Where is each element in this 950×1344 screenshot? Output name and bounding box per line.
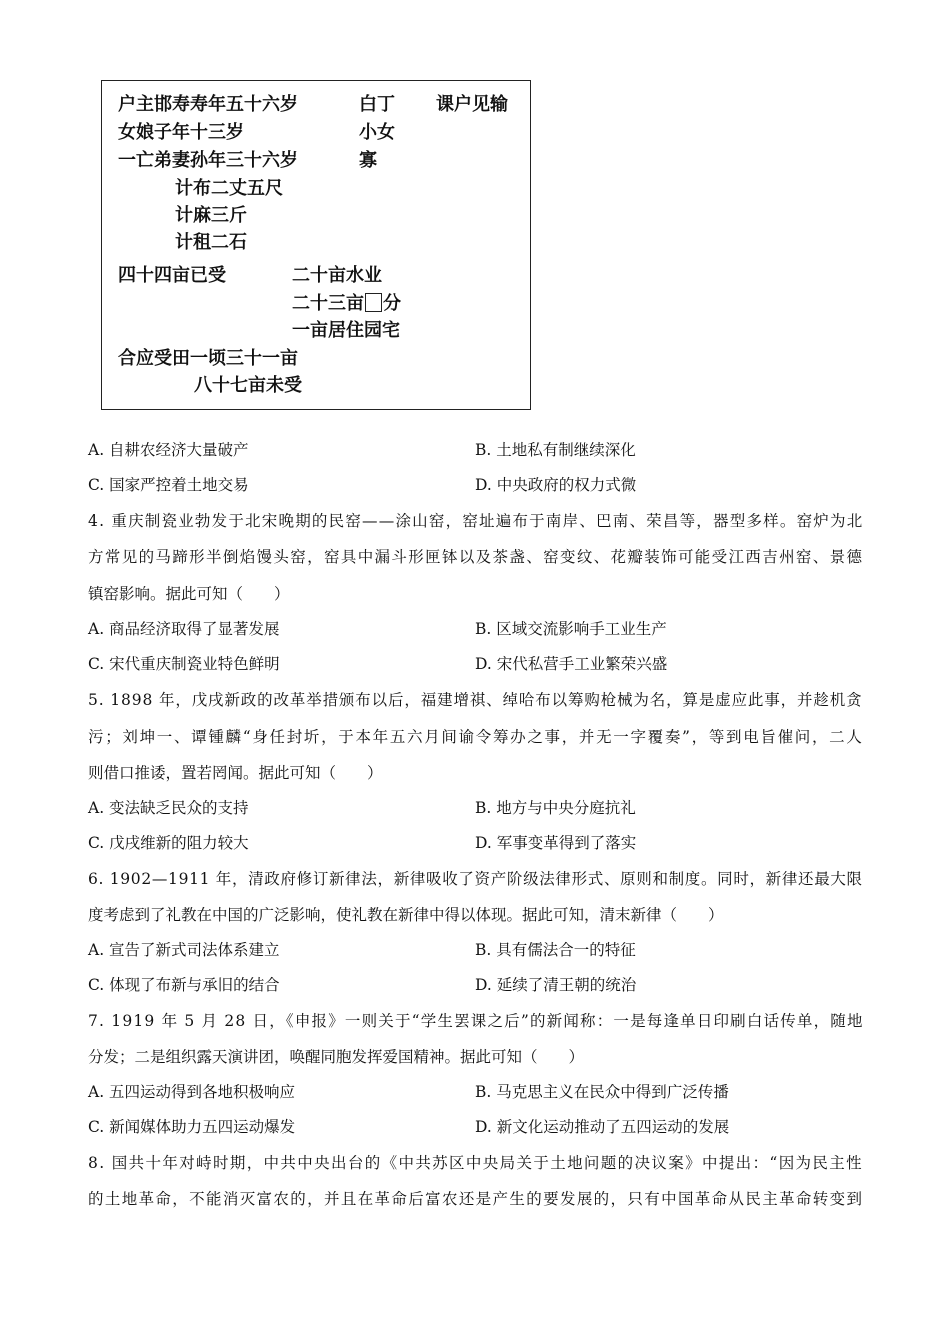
register-land-residence: 一亩居住园宅 [292,320,400,341]
q6-option-a: A. 宣告了新式司法体系建立 [88,941,280,959]
register-head-name: 户主邯寿寿年五十六岁 [118,94,298,115]
q7-stem-line-1: 7. 1919 年 5 月 28 日，《申报》一则关于“学生罢课之后”的新闻称：一是每逢单日印刷白话传单，随地 [88,1012,864,1030]
q5-option-d: D. 军事变革得到了落实 [475,834,637,852]
q3-option-c: C. 国家严控着土地交易 [88,476,249,494]
q5-stem-line-2: 污；刘坤一、谭锺麟“身任封圻，于本年五六月间谕令筹办之事，并无一字覆奏”，等到电旨催问，二人 [88,728,864,746]
q3-option-a: A. 自耕农经济大量破产 [88,441,249,459]
register-land-permanent: 二十亩水业 [292,265,382,286]
q6-option-c: C. 体现了布新与承旧的结合 [88,976,280,994]
register-daughter: 女娘子年十三岁 [118,122,244,143]
register-should-receive: 合应受田一顷三十一亩 [118,348,298,369]
q4-option-b: B. 区域交流影响手工业生产 [475,620,667,638]
q7-option-b: B. 马克思主义在民众中得到广泛传播 [475,1083,729,1101]
q8-stem-line-2: 的土地革命，不能消灭富农的，并且在革命后富农还是产生的要发展的，只有中国革命从民主革命转变到 [88,1190,864,1208]
q3-option-d: D. 中央政府的权力式微 [475,476,637,494]
household-register-box [101,80,531,410]
register-tax-grain: 计租二石 [175,232,247,253]
q4-option-d: D. 宋代私营手工业繁荣兴盛 [475,655,668,673]
q4-stem-line-2: 方常见的马蹄形半倒焰馒头窑，窑具中漏斗形匣钵以及茶盏、窑变纹、花瓣装饰可能受江西吉州窑、景德 [88,548,864,566]
register-land-share [292,293,401,315]
q6-option-d: D. 延续了清王朝的统治 [475,976,637,994]
q4-stem-line-1: 4. 重庆制瓷业勃发于北宋晚期的民窑——涂山窑，窑址遍布于南岸、巴南、荣昌等，器型多样。窑炉为北 [88,512,864,530]
q7-option-a: A. 五四运动得到各地积极响应 [88,1083,296,1101]
register-row-head [118,94,298,116]
register-land-share-pre: 二十三亩 [292,293,364,314]
register-daughter-status: 小女 [359,122,395,143]
q7-stem-line-2: 分发；二是组织露天演讲团，唤醒同胞发挥爱国精神。据此可知（ ） [88,1048,585,1066]
q7-option-c: C. 新闻媒体助力五四运动爆发 [88,1118,296,1136]
q4-option-c: C. 宋代重庆制瓷业特色鲜明 [88,655,280,673]
q5-option-a: A. 变法缺乏民众的支持 [88,799,249,817]
q5-option-b: B. 地方与中央分庭抗礼 [475,799,636,817]
register-tax-hemp: 计麻三斤 [175,205,247,226]
missing-character-box [365,293,382,312]
q7-option-d: D. 新文化运动推动了五四运动的发展 [475,1118,730,1136]
register-tax-cloth: 计布二丈五尺 [175,178,283,199]
register-land-received: 四十四亩已受 [118,265,226,286]
q6-stem-line-2: 度考虑到了礼教在中国的广泛影响，使礼教在新律中得以体现。据此可知，清末新律（ ） [88,906,724,924]
register-head-tax-status: 课户见输 [436,94,508,115]
q6-option-b: B. 具有儒法合一的特征 [475,941,636,959]
q5-stem-line-3: 则借口推诿，置若罔闻。据此可知（ ） [88,764,383,782]
register-land-share-post: 分 [383,293,401,314]
q4-stem-line-3: 镇窑影响。据此可知（ ） [88,585,290,603]
register-widow-status: 寡 [359,150,377,171]
register-head-status: 白丁 [359,94,395,115]
q5-option-c: C. 戊戌维新的阻力较大 [88,834,249,852]
register-widow: 一亡弟妻孙年三十六岁 [118,150,298,171]
register-not-received: 八十七亩未受 [194,375,302,396]
q4-option-a: A. 商品经济取得了显著发展 [88,620,280,638]
q5-stem-line-1: 5. 1898 年，戊戌新政的改革举措颁布以后，福建增祺、绰哈布以筹购枪械为名，算是虚应此事，并趁机贪 [88,691,863,709]
q6-stem-line-1: 6. 1902—1911 年，清政府修订新律法，新律吸收了资产阶级法律形式、原则和制度。同时，新律还最大限 [88,870,863,888]
q8-stem-line-1: 8. 国共十年对峙时期，中共中央出台的《中共苏区中央局关于土地问题的决议案》中提出：“因为民主性 [88,1154,864,1172]
q3-option-b: B. 土地私有制继续深化 [475,441,636,459]
